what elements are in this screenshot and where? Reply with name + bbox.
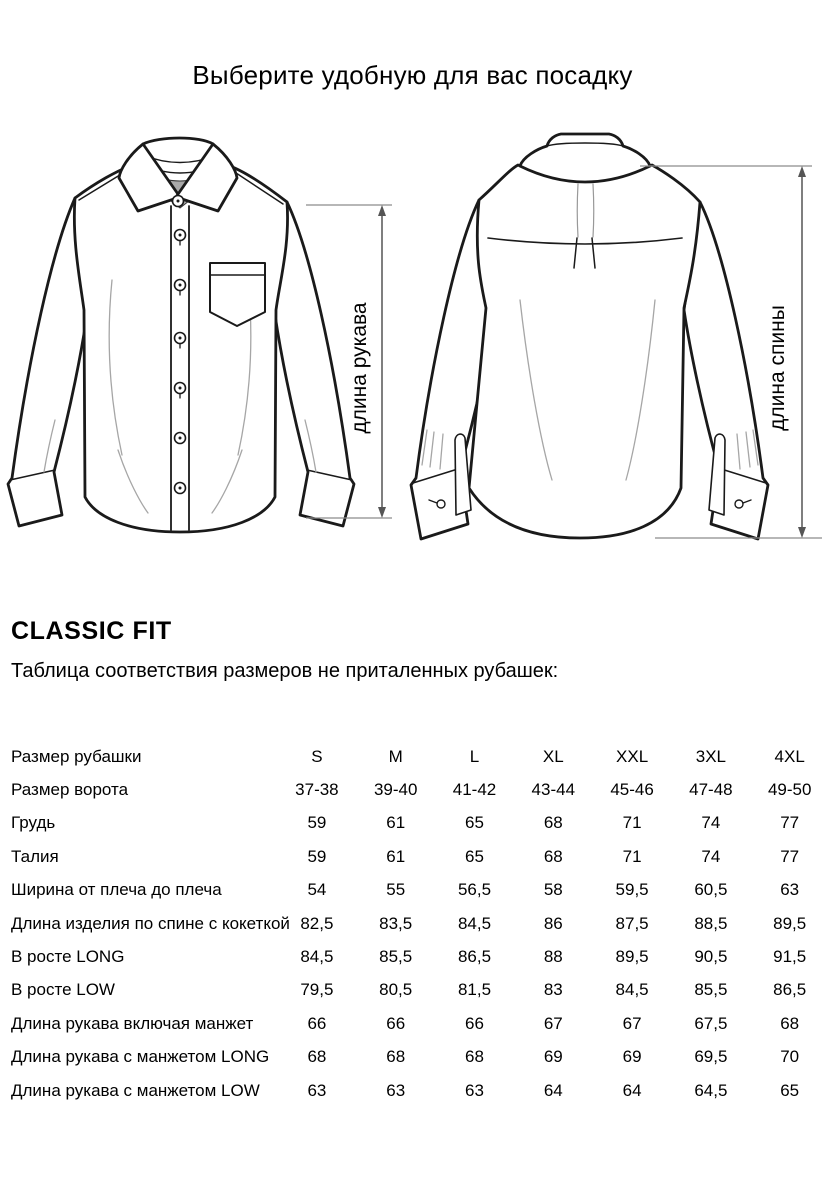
size-value-cell: 61 (386, 846, 406, 866)
size-value-cell: 68 (307, 1047, 327, 1067)
size-table-row (0, 940, 825, 973)
size-value-cell: 74 (701, 813, 721, 833)
front-shirt-drawing (8, 138, 354, 532)
size-value-cell: S (311, 746, 323, 766)
size-value-cell: 66 (465, 1013, 484, 1033)
size-table-row (0, 1007, 825, 1040)
size-value-cell: 65 (465, 846, 484, 866)
size-value-cell: 41-42 (452, 780, 497, 800)
shirt-diagrams (0, 120, 825, 580)
back-shirt-drawing (411, 134, 768, 539)
size-value-cell: 69 (543, 1047, 563, 1067)
size-value-cell: 71 (622, 813, 642, 833)
size-value-cell: 63 (780, 880, 800, 900)
row-label: Ширина от плеча до плеча (11, 880, 222, 900)
size-value-cell: 82,5 (300, 913, 334, 933)
size-value-cell: 67,5 (694, 1013, 728, 1033)
back-length-label: длина спины (766, 305, 789, 431)
size-value-cell: 63 (465, 1080, 484, 1100)
size-value-cell: 88,5 (694, 913, 728, 933)
size-value-cell: 65 (465, 813, 484, 833)
size-value-cell: 77 (780, 846, 800, 866)
size-table-row (0, 974, 825, 1007)
row-label: Талия (11, 846, 59, 866)
row-label: Длина изделия по спине с кокеткой (11, 913, 290, 933)
size-value-cell: 37-38 (295, 780, 339, 800)
size-value-cell: 60,5 (694, 880, 728, 900)
size-value-cell: 86,5 (773, 980, 807, 1000)
size-table-row (0, 773, 825, 806)
size-value-cell: 64 (622, 1080, 642, 1100)
table-caption: Таблица соответствия размеров не приталенных рубашек: (11, 660, 559, 682)
row-label: Грудь (11, 813, 56, 833)
size-value-cell: 84,5 (300, 947, 334, 967)
fit-heading: CLASSIC FIT (11, 617, 172, 645)
page-title: Выберите удобную для вас посадку (192, 60, 633, 90)
size-value-cell: 66 (307, 1013, 327, 1033)
size-value-cell: 59 (307, 846, 327, 866)
size-table-row (0, 840, 825, 873)
size-table-row (0, 874, 825, 907)
size-value-cell: 59 (307, 813, 327, 833)
row-label: Длина рукава с манжетом LOW (11, 1080, 260, 1100)
size-value-cell: 83 (543, 980, 563, 1000)
sleeve-length-label: длина рукава (348, 302, 371, 434)
size-table-row (0, 1041, 825, 1074)
size-value-cell: 90,5 (694, 947, 728, 967)
back-right-sleeve (684, 202, 768, 539)
size-value-cell: 67 (543, 1013, 563, 1033)
row-label: Длина рукава с манжетом LONG (11, 1047, 270, 1067)
size-value-cell: 71 (622, 846, 642, 866)
size-value-cell: 80,5 (379, 980, 413, 1000)
size-table-header-label: Размер рубашки (11, 746, 142, 766)
row-label: Длина рукава включая манжет (11, 1013, 254, 1033)
size-value-cell: L (469, 746, 480, 766)
size-value-cell: 86,5 (457, 947, 492, 967)
size-value-cell: 61 (386, 813, 406, 833)
size-value-cell: 65 (780, 1080, 800, 1100)
size-value-cell: 84,5 (457, 913, 492, 933)
size-value-cell: 74 (701, 846, 721, 866)
size-table-row (0, 907, 825, 940)
back-measure-arrow-top (798, 166, 806, 177)
size-value-cell: 55 (386, 880, 406, 900)
sleeve-measure-arrow-bottom (378, 507, 386, 518)
row-label: В росте LONG (11, 947, 125, 967)
size-table-row (0, 1074, 825, 1107)
size-value-cell: 45-46 (610, 780, 654, 800)
size-value-cell: 63 (307, 1080, 327, 1100)
size-value-cell: 47-48 (689, 780, 733, 800)
size-value-cell: 89,5 (773, 913, 807, 933)
size-value-cell: 39-40 (373, 780, 418, 800)
size-value-cell: 86 (543, 913, 563, 933)
back-collar (520, 134, 650, 182)
size-value-cell: 88 (543, 947, 563, 967)
size-value-cell: XL (542, 746, 564, 766)
size-value-cell: 77 (780, 813, 800, 833)
size-value-cell: 68 (386, 1047, 406, 1067)
size-table-header-row (0, 740, 825, 773)
size-value-cell: 4XL (774, 746, 805, 766)
size-value-cell: 83,5 (379, 913, 413, 933)
size-table (0, 740, 825, 1107)
size-value-cell: 56,5 (457, 880, 492, 900)
size-value-cell: 87,5 (615, 913, 649, 933)
size-value-cell: 64 (543, 1080, 563, 1100)
size-value-cell: 3XL (695, 746, 726, 766)
size-value-cell: 68 (465, 1047, 484, 1067)
back-body (469, 165, 700, 538)
back-left-sleeve-placket (455, 434, 471, 515)
size-value-cell: 67 (622, 1013, 642, 1033)
back-measure-arrow-bottom (798, 527, 806, 538)
size-value-cell: 59,5 (615, 880, 649, 900)
row-label: Размер ворота (11, 780, 129, 800)
size-value-cell: 85,5 (379, 947, 413, 967)
size-value-cell: M (388, 746, 403, 766)
size-value-cell: 58 (543, 880, 563, 900)
size-value-cell: 68 (543, 846, 563, 866)
size-value-cell: 70 (780, 1047, 800, 1067)
front-pocket (210, 263, 265, 326)
size-value-cell: 89,5 (615, 947, 649, 967)
size-value-cell: XXL (616, 746, 649, 766)
row-label: В росте LOW (11, 980, 115, 1000)
size-value-cell: 69 (622, 1047, 642, 1067)
size-value-cell: 84,5 (615, 980, 649, 1000)
size-value-cell: 49-50 (767, 780, 812, 800)
size-value-cell: 68 (780, 1013, 800, 1033)
size-value-cell: 63 (386, 1080, 406, 1100)
size-table-row (0, 807, 825, 840)
size-value-cell: 54 (307, 880, 327, 900)
size-value-cell: 43-44 (531, 780, 576, 800)
size-value-cell: 91,5 (773, 947, 807, 967)
size-value-cell: 64,5 (694, 1080, 728, 1100)
size-value-cell: 69,5 (694, 1047, 728, 1067)
size-value-cell: 85,5 (694, 980, 728, 1000)
size-value-cell: 79,5 (300, 980, 334, 1000)
sleeve-measure-arrow-top (378, 205, 386, 216)
size-value-cell: 66 (386, 1013, 406, 1033)
size-value-cell: 81,5 (457, 980, 492, 1000)
size-value-cell: 68 (543, 813, 563, 833)
